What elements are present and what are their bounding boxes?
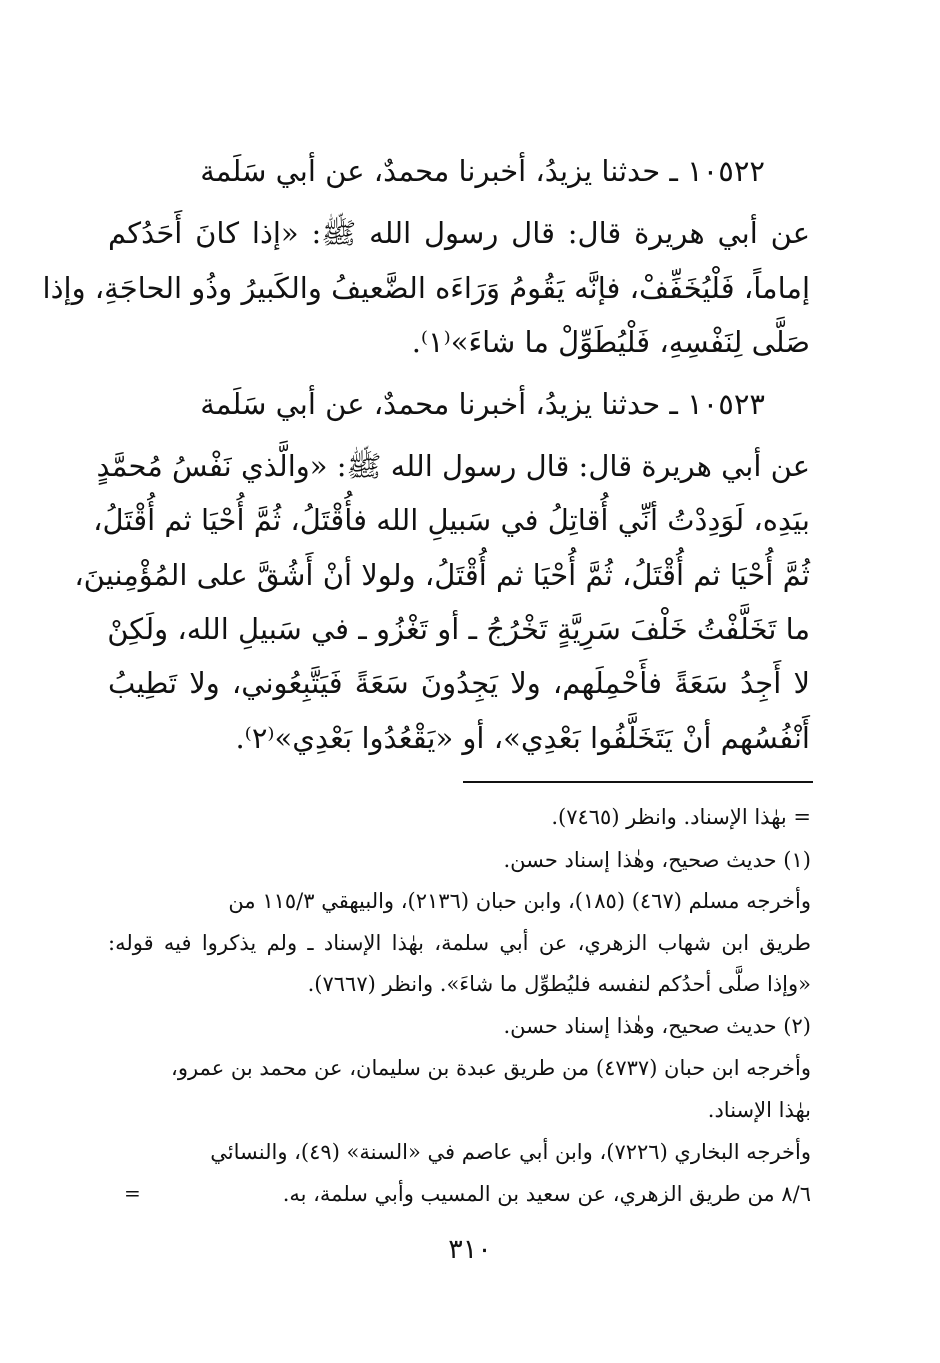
footnote-2-line: بهٰذا الإسناد.	[707, 1098, 811, 1122]
hadith-text-line: صَلَّى لِنَفْسِهِ، فَلْيُطَوِّلْ ما شاءَ»⁽١⁾.	[411, 325, 810, 359]
footnote-continuation: = بهٰذا الإسناد. وانظر (٧٤٦٥).	[551, 805, 811, 829]
hadith-text-line: إماماً، فَلْيُخَفِّفْ، فإنَّه يَقُومُ وَرَاءَه الضَّعيفُ والكَبيرُ وذُو الحاجَةِ، وإذا	[42, 271, 810, 305]
hadith-number-line: ١٠٥٢٢ ـ حدثنا يزيدُ، أخبرنا محمدٌ، عن أبي سَلَمة	[200, 154, 765, 188]
hadith-text-line: أَنْفُسُهم أنْ يَتَخَلَّفُوا بَعْدِي»، أو «يَقْعُدُوا بَعْدِي»⁽٢⁾.	[235, 721, 810, 755]
footnote-2-line: ٨/٦ من طريق الزهري، عن سعيد بن المسيب وأبي سلمة، به.	[282, 1182, 811, 1206]
footnote-1-head: (١) حديث صحيح، وهٰذا إسناد حسن.	[503, 848, 811, 872]
footnote-separator	[463, 781, 813, 783]
footnote-1-line: وأخرجه مسلم (٤٦٧) (١٨٥)، وابن حبان (٢١٣٦)، والبيهقي ١١٥/٣ من	[228, 889, 811, 913]
continuation-mark: =	[124, 1181, 141, 1205]
footnote-1-line: «وإذا صلَّى أحدُكم لنفسه فليُطوِّل ما شاءَ». وانظر (٧٦٦٧).	[307, 972, 811, 996]
hadith-text-line: ما تَخَلَّفْتُ خَلْفَ سَرِيَّةٍ تَخْرُجُ ـ أو تَغْزُو ـ في سَبيلِ الله، ولَكِنْ	[107, 612, 810, 646]
hadith-number-line: ١٠٥٢٣ ـ حدثنا يزيدُ، أخبرنا محمدٌ، عن أبي سَلَمة	[200, 387, 765, 421]
hadith-text-line: ثُمَّ أُحْيَا ثم أُقْتَلُ، ثُمَّ أُحْيَا ثم أُقْتَلُ، ولولا أنْ أَشُقَّ على المُؤْمِنينَ،	[74, 558, 810, 592]
footnote-1-line: طريق ابن شهاب الزهري، عن أبي سلمة، بهٰذا الإسناد ـ ولم يذكروا فيه قوله:	[108, 931, 811, 955]
hadith-text-line: عن أبي هريرة قال: قال رسول الله ﷺ: «إذا كانَ أَحَدُكم	[108, 216, 810, 250]
page-number: ٣١٠	[448, 1234, 492, 1265]
footnote-2-head: (٢) حديث صحيح، وهٰذا إسناد حسن.	[503, 1014, 811, 1038]
hadith-text-line: لا أَجِدُ سَعَةً فأَحْمِلَهم، ولا يَجِدُونَ سَعَةً فَيَتَّبِعُوني، ولا تَطِيبُ	[108, 666, 810, 700]
footnote-2-line: وأخرجه البخاري (٧٢٢٦)، وابن أبي عاصم في «السنة» (٤٩)، والنسائي	[210, 1140, 811, 1164]
footnote-2-line: وأخرجه ابن حبان (٤٧٣٧) من طريق عبدة بن سليمان، عن محمد بن عمرو،	[171, 1056, 811, 1080]
hadith-text-line: بيَدِه، لَوَدِدْتُ أنِّي أُقاتِلُ في سَبيلِ الله فأُقْتَلُ، ثُمَّ أُحْيَا ثم أُقْتَلُ،	[93, 503, 810, 537]
hadith-text-line: عن أبي هريرة قال: قال رسول الله ﷺ: «والَّذي نَفْسُ مُحمَّدٍ	[96, 449, 810, 483]
